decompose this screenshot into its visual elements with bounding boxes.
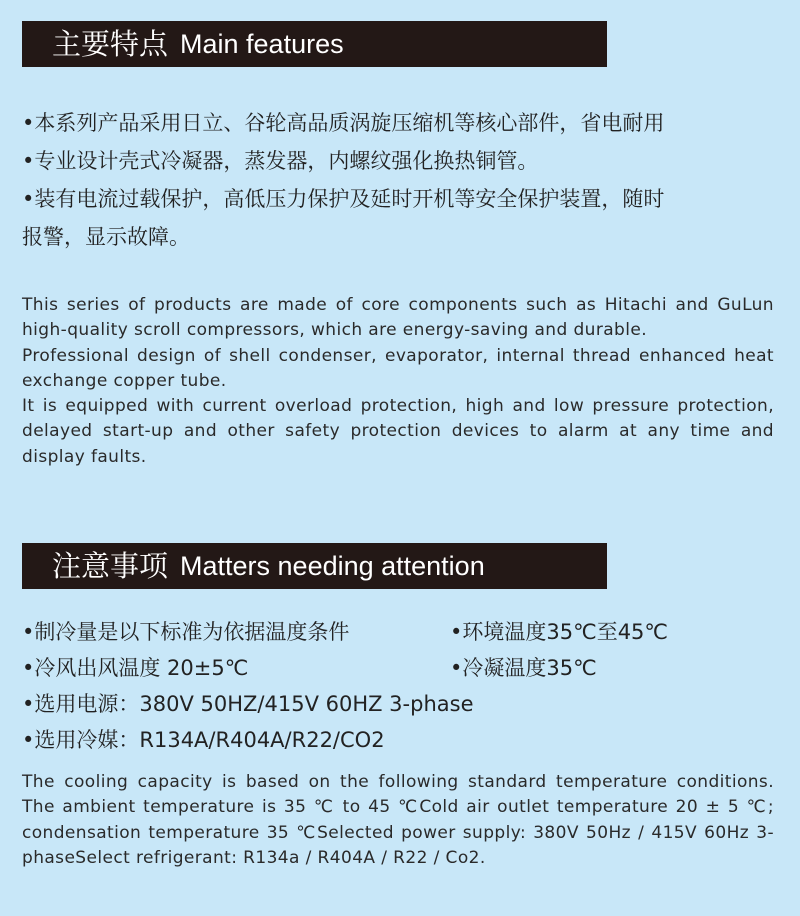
attention-title-cn: 注意事项 (52, 548, 169, 583)
attention-item: •选用冷媒：R134A/R404A/R22/CO2 (22, 728, 385, 752)
main-features-title-cn: 主要特点 (52, 26, 169, 61)
attention-item: •选用电源：380V 50HZ/415V 60HZ 3-phase (22, 692, 474, 716)
attention-paragraph-en (22, 770, 774, 871)
feature-item: •专业设计壳式冷凝器，蒸发器，内螺纹强化换热铜管。 (22, 149, 539, 173)
attention-list-cn (22, 614, 782, 758)
paragraph-text: It is equipped with current overload protection, high and low pressure protection, delayed start-up and other safety protection devices to alarm at any time and display faults. (22, 396, 774, 467)
attention-item: •冷凝温度35℃ (450, 656, 597, 680)
paragraph-text: Professional design of shell condenser, evaporator, internal thread enhanced heat exchange copper tube. (22, 345, 774, 391)
attention-item: •冷风出风温度 20±5℃ (22, 656, 249, 680)
features-list-cn (22, 104, 782, 256)
features-paragraph-en (22, 293, 774, 470)
main-features-title-en: Main features (180, 28, 344, 59)
paragraph-text: This series of products are made of core components such as Hitachi and GuLun high-quality scroll compressors, which are energy-saving and durable. (22, 295, 774, 341)
paragraph-text: The cooling capacity is based on the following standard temperature conditions. The ambient temperature is 35 ℃ to 45 ℃Cold air outlet temperature 20 ± 5 ℃; condensation temperature 35 ℃Selected power supply: 380V 50Hz / 415V 60Hz 3-phaseSelect refrigerant: R134a / R404A / R22 / Co2. (22, 772, 774, 868)
attention-row (22, 722, 782, 758)
attention-header (22, 543, 607, 589)
attention-item: •制冷量是以下标准为依据温度条件 (22, 620, 350, 644)
attention-row (22, 614, 782, 650)
feature-item: •装有电流过载保护，高低压力保护及延时开机等安全保护装置，随时 (22, 187, 665, 211)
feature-item: •本系列产品采用日立、谷轮高品质涡旋压缩机等核心部件，省电耐用 (22, 111, 665, 135)
attention-row (22, 686, 782, 722)
main-features-header (22, 21, 607, 67)
attention-item: •环境温度35℃至45℃ (450, 620, 668, 644)
feature-item-continued: 报警，显示故障。 (22, 225, 190, 249)
attention-row (22, 650, 782, 686)
attention-title-en: Matters needing attention (180, 550, 485, 581)
